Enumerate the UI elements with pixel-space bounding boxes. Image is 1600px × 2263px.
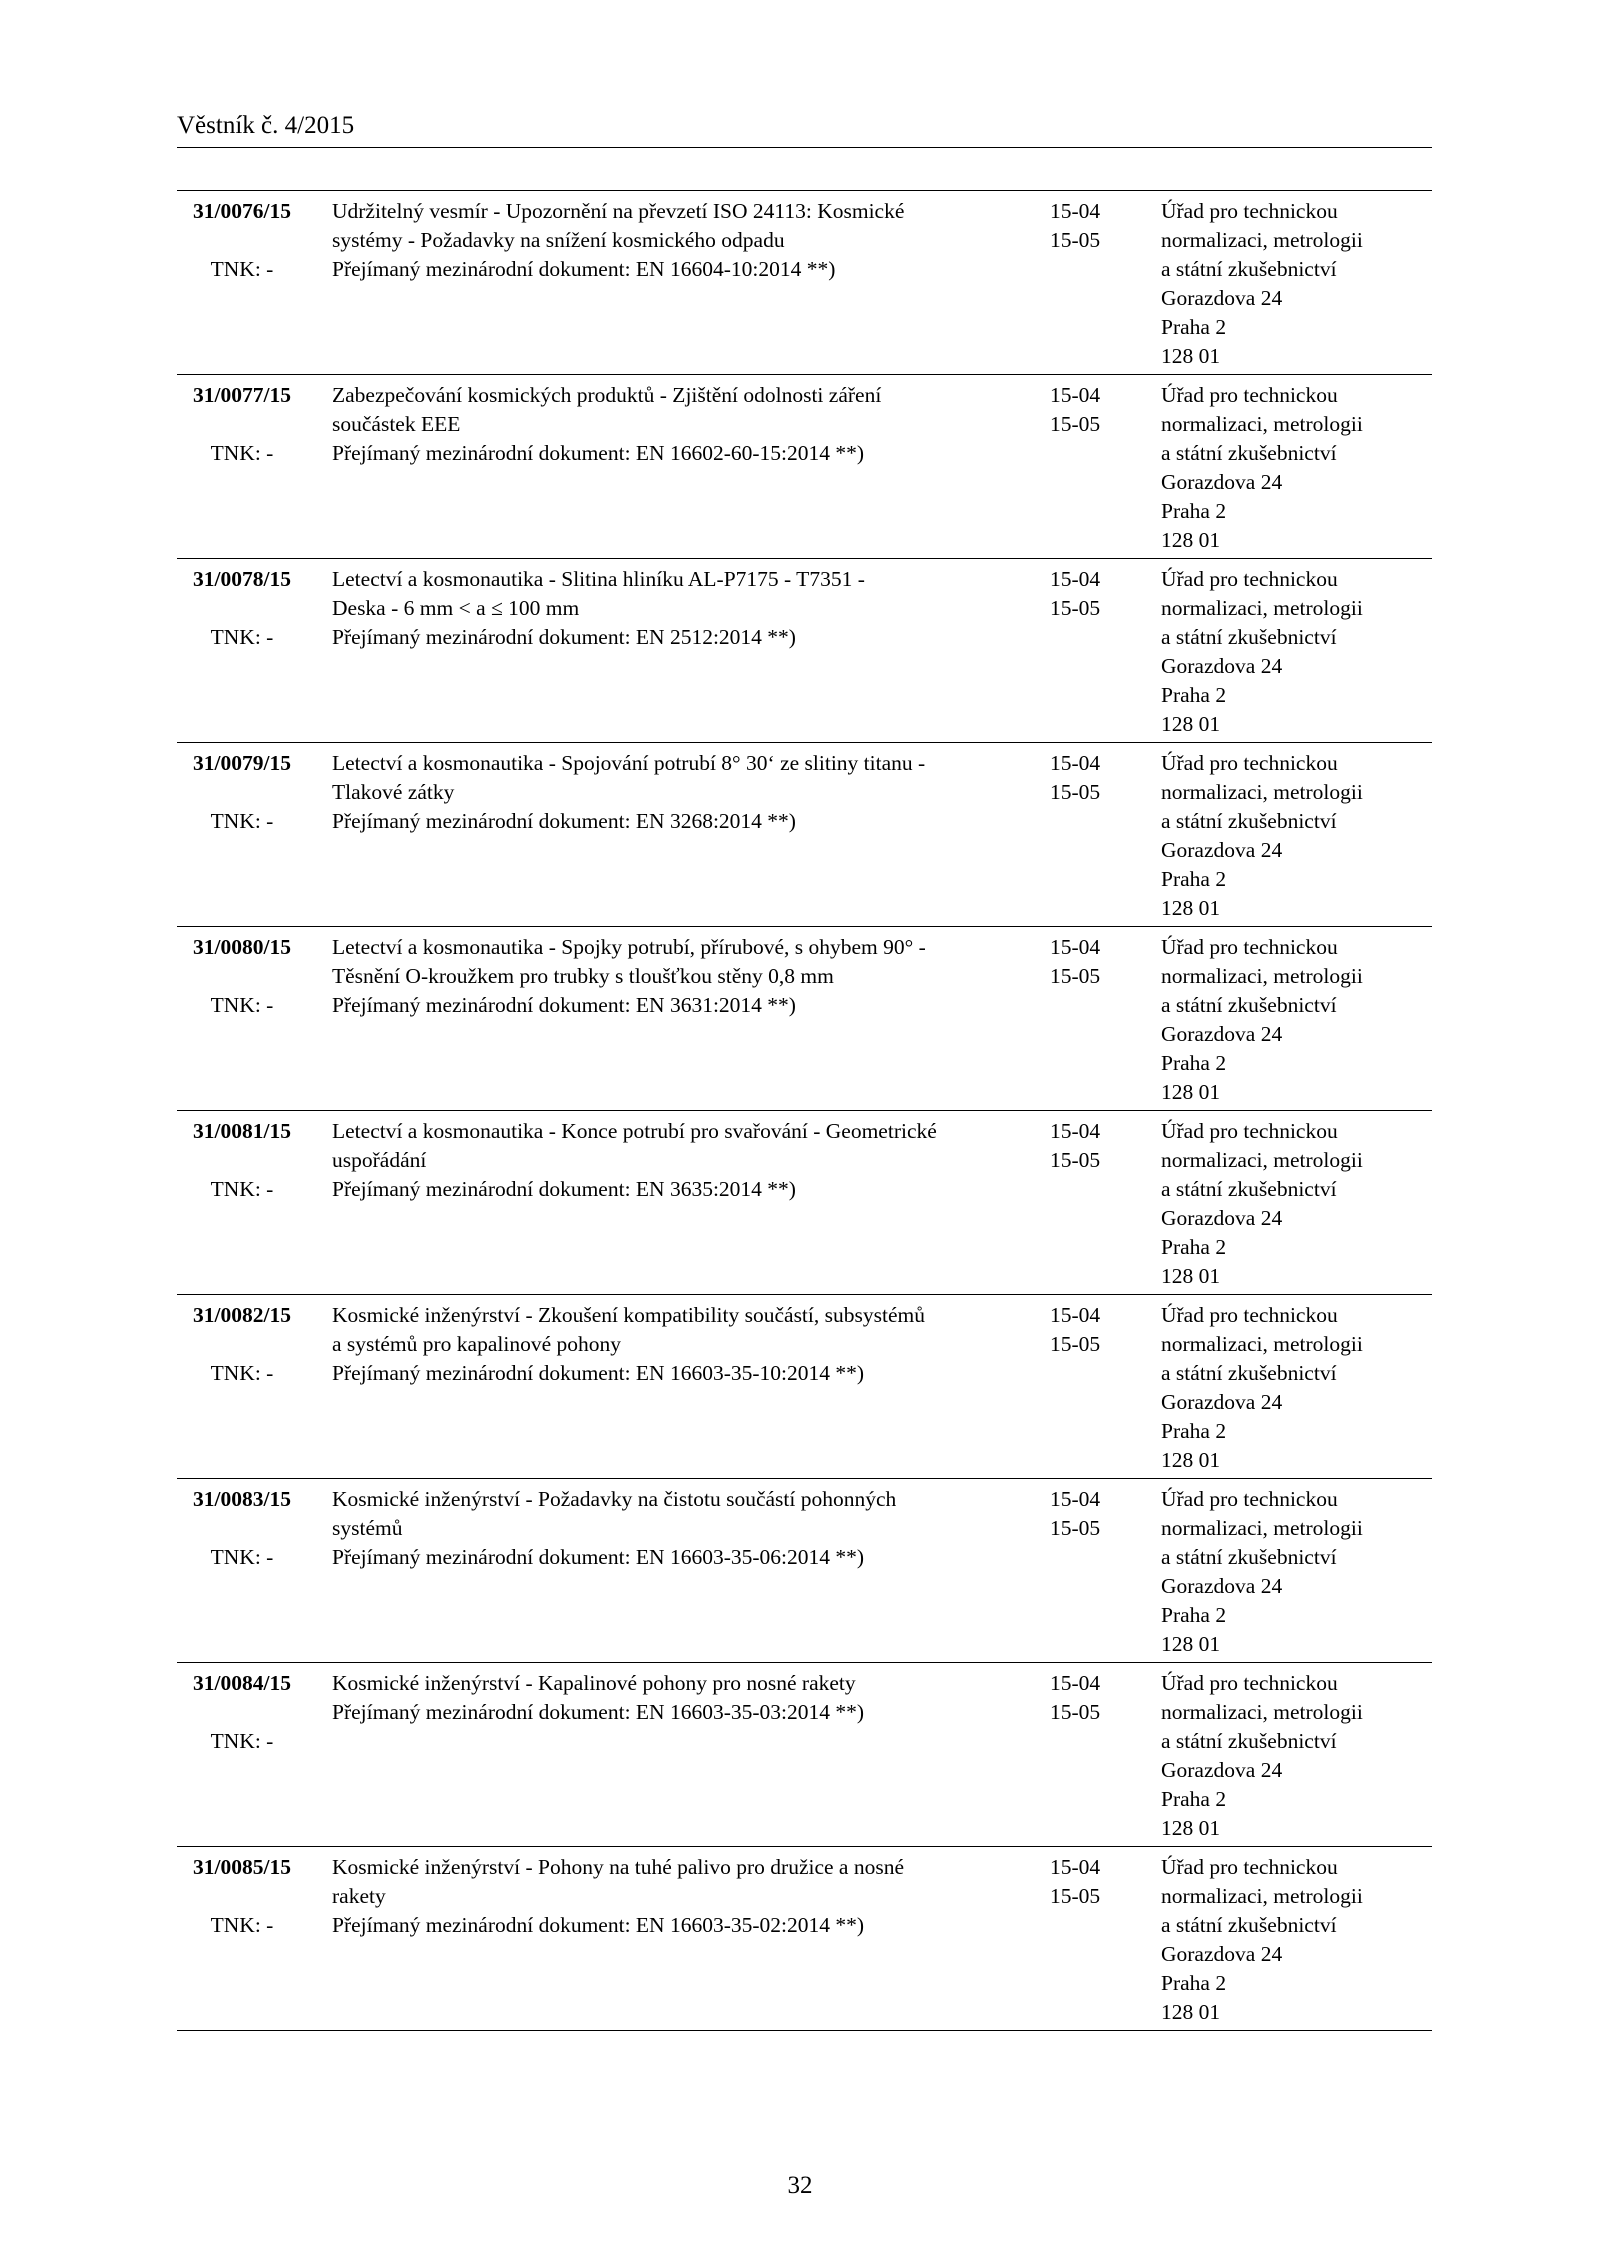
entry-address-line: normalizaci, metrologii	[1161, 780, 1363, 804]
entry-number: 31/0078/15	[193, 567, 291, 591]
entry-address-line: Praha 2	[1161, 315, 1227, 339]
entry-source-document: Přejímaný mezinárodní dokument: EN 3268:2014 **)	[332, 809, 796, 833]
entry-address-line: Gorazdova 24	[1161, 654, 1283, 678]
entry-title-line: Letectví a kosmonautika - Slitina hliníku AL-P7175 - T7351 -	[332, 567, 865, 591]
entry-date: 15-04	[1050, 1487, 1101, 1511]
entry-title-line: Deska - 6 mm < a ≤ 100 mm	[332, 596, 580, 620]
entry-title-line: Těsnění O-kroužkem pro trubky s tloušťkou stěny 0,8 mm	[332, 964, 834, 988]
list-item	[177, 1479, 1432, 1663]
entry-dates-column	[1050, 1117, 1130, 1175]
entry-date: 15-05	[1050, 412, 1101, 436]
entry-tnk: TNK: -	[210, 809, 274, 833]
entry-address-line: a státní zkušebnictví	[1161, 1177, 1337, 1201]
entry-address-line: 128 01	[1161, 1632, 1221, 1656]
entry-date: 15-04	[1050, 1303, 1101, 1327]
list-item	[177, 191, 1432, 375]
entry-title-line: Udržitelný vesmír - Upozornění na převzetí ISO 24113: Kosmické	[332, 199, 905, 223]
entry-title-line: Kosmické inženýrství - Pohony na tuhé palivo pro družice a nosné	[332, 1855, 904, 1879]
entry-dates-column	[1050, 197, 1130, 255]
entry-date: 15-04	[1050, 383, 1101, 407]
entry-date: 15-05	[1050, 1148, 1101, 1172]
entry-address-line: Gorazdova 24	[1161, 838, 1283, 862]
entry-address-line: Praha 2	[1161, 1051, 1227, 1075]
entry-address-line: Praha 2	[1161, 1603, 1227, 1627]
bulletin-title: Věstník č. 4/2015	[177, 112, 355, 139]
entry-address-column	[1161, 1853, 1432, 2027]
entry-number: 31/0077/15	[193, 383, 291, 407]
entry-date: 15-05	[1050, 964, 1101, 988]
entry-tnk: TNK: -	[210, 1913, 274, 1937]
entry-id-column	[177, 749, 307, 836]
entry-address-line: 128 01	[1161, 344, 1221, 368]
entry-address-column	[1161, 1117, 1432, 1291]
entry-source-document: Přejímaný mezinárodní dokument: EN 2512:2014 **)	[332, 625, 796, 649]
entry-address-line: Praha 2	[1161, 1971, 1227, 1995]
entry-address-line: Praha 2	[1161, 867, 1227, 891]
entry-date: 15-05	[1050, 1332, 1101, 1356]
entry-date: 15-04	[1050, 199, 1101, 223]
entry-dates-column	[1050, 381, 1130, 439]
entry-title-line: Letectví a kosmonautika - Spojky potrubí, přírubové, s ohybem 90° -	[332, 935, 926, 959]
entry-title-line: uspořádání	[332, 1148, 427, 1172]
entry-address-line: 128 01	[1161, 1264, 1221, 1288]
entry-id-column	[177, 1853, 307, 1940]
list-item	[177, 559, 1432, 743]
entry-dates-column	[1050, 933, 1130, 991]
list-item	[177, 1663, 1432, 1847]
entry-dates-column	[1050, 1485, 1130, 1543]
entry-id-column	[177, 1485, 307, 1572]
entry-title-line: Tlakové zátky	[332, 780, 455, 804]
entry-address-line: Úřad pro technickou	[1161, 1855, 1338, 1879]
entry-address-line: normalizaci, metrologii	[1161, 1516, 1363, 1540]
entry-address-line: Praha 2	[1161, 1419, 1227, 1443]
entry-address-line: Úřad pro technickou	[1161, 751, 1338, 775]
entry-title-line: a systémů pro kapalinové pohony	[332, 1332, 622, 1356]
entry-id-column	[177, 1117, 307, 1204]
entry-id-column	[177, 1669, 307, 1756]
entry-source-document: Přejímaný mezinárodní dokument: EN 16603-35-02:2014 **)	[332, 1913, 865, 1937]
entry-date: 15-05	[1050, 596, 1101, 620]
entry-id-column	[177, 933, 307, 1020]
entry-number: 31/0082/15	[193, 1303, 291, 1327]
entry-title-column	[332, 197, 1027, 284]
entry-address-line: Gorazdova 24	[1161, 1942, 1283, 1966]
list-item	[177, 743, 1432, 927]
entry-address-line: Gorazdova 24	[1161, 1206, 1283, 1230]
entry-address-line: normalizaci, metrologii	[1161, 1332, 1363, 1356]
entry-address-column	[1161, 749, 1432, 923]
entry-address-line: normalizaci, metrologii	[1161, 1148, 1363, 1172]
entry-tnk: TNK: -	[210, 1545, 274, 1569]
entry-address-line: a státní zkušebnictví	[1161, 441, 1337, 465]
entry-address-line: Praha 2	[1161, 1235, 1227, 1259]
entry-title-line: Kosmické inženýrství - Zkoušení kompatibility součástí, subsystémů	[332, 1303, 925, 1327]
entry-source-document: Přejímaný mezinárodní dokument: EN 3635:2014 **)	[332, 1177, 796, 1201]
entry-address-column	[1161, 1669, 1432, 1843]
entry-id-column	[177, 1301, 307, 1388]
entry-address-line: normalizaci, metrologii	[1161, 1884, 1363, 1908]
entry-date: 15-05	[1050, 1516, 1101, 1540]
entry-address-line: normalizaci, metrologii	[1161, 412, 1363, 436]
entry-tnk: TNK: -	[210, 257, 274, 281]
entry-date: 15-05	[1050, 1700, 1101, 1724]
entry-title-column	[332, 1669, 1027, 1727]
entry-number: 31/0081/15	[193, 1119, 291, 1143]
entry-title-line: Letectví a kosmonautika - Spojování potrubí 8° 30‘ ze slitiny titanu -	[332, 751, 926, 775]
entry-address-line: 128 01	[1161, 896, 1221, 920]
entry-address-line: Úřad pro technickou	[1161, 199, 1338, 223]
entry-address-line: Úřad pro technickou	[1161, 567, 1338, 591]
entry-date: 15-04	[1050, 1671, 1101, 1695]
entry-address-line: 128 01	[1161, 712, 1221, 736]
standards-list	[177, 190, 1432, 2031]
entry-source-document: Přejímaný mezinárodní dokument: EN 3631:2014 **)	[332, 993, 796, 1017]
entry-address-column	[1161, 381, 1432, 555]
entry-date: 15-04	[1050, 751, 1101, 775]
list-item	[177, 1295, 1432, 1479]
entry-source-document: Přejímaný mezinárodní dokument: EN 16603-35-10:2014 **)	[332, 1361, 865, 1385]
entry-address-line: a státní zkušebnictví	[1161, 1913, 1337, 1937]
entry-title-line: systémy - Požadavky na snížení kosmického odpadu	[332, 228, 785, 252]
entry-title-column	[332, 749, 1027, 836]
entry-address-column	[1161, 933, 1432, 1107]
entry-date: 15-04	[1050, 567, 1101, 591]
entry-address-line: normalizaci, metrologii	[1161, 228, 1363, 252]
entry-number: 31/0085/15	[193, 1855, 291, 1879]
entry-date: 15-04	[1050, 935, 1101, 959]
entry-title-line: systémů	[332, 1516, 403, 1540]
entry-address-line: a státní zkušebnictví	[1161, 1729, 1337, 1753]
entry-address-line: Praha 2	[1161, 1787, 1227, 1811]
entry-dates-column	[1050, 565, 1130, 623]
entry-number: 31/0080/15	[193, 935, 291, 959]
entry-address-column	[1161, 1301, 1432, 1475]
entry-id-column	[177, 197, 307, 284]
entry-address-line: 128 01	[1161, 1816, 1221, 1840]
entry-tnk: TNK: -	[210, 1361, 274, 1385]
entry-address-line: Úřad pro technickou	[1161, 1671, 1338, 1695]
entry-title-line: součástek EEE	[332, 412, 461, 436]
entry-date: 15-05	[1050, 780, 1101, 804]
entry-address-line: Gorazdova 24	[1161, 1390, 1283, 1414]
entry-title-line: Kosmické inženýrství - Požadavky na čistotu součástí pohonných	[332, 1487, 897, 1511]
entry-address-column	[1161, 1485, 1432, 1659]
entry-number: 31/0084/15	[193, 1671, 291, 1695]
list-item	[177, 375, 1432, 559]
entry-address-line: a státní zkušebnictví	[1161, 809, 1337, 833]
entry-address-line: normalizaci, metrologii	[1161, 1700, 1363, 1724]
entry-date: 15-04	[1050, 1119, 1101, 1143]
entry-address-line: normalizaci, metrologii	[1161, 964, 1363, 988]
page-number: 32	[787, 2172, 813, 2199]
list-item	[177, 1847, 1432, 2031]
entry-address-line: normalizaci, metrologii	[1161, 596, 1363, 620]
entry-tnk: TNK: -	[210, 1177, 274, 1201]
list-item	[177, 1111, 1432, 1295]
entry-address-line: a státní zkušebnictví	[1161, 1545, 1337, 1569]
entry-address-line: Praha 2	[1161, 683, 1227, 707]
entry-title-line: rakety	[332, 1884, 386, 1908]
entry-address-line: Gorazdova 24	[1161, 1022, 1283, 1046]
entry-address-line: Praha 2	[1161, 499, 1227, 523]
entry-address-line: Gorazdova 24	[1161, 1758, 1283, 1782]
entry-date: 15-05	[1050, 1884, 1101, 1908]
entry-title-line: Zabezpečování kosmických produktů - Zjištění odolnosti záření	[332, 383, 882, 407]
entry-title-column	[332, 1853, 1027, 1940]
entry-date: 15-04	[1050, 1855, 1101, 1879]
entry-address-line: Úřad pro technickou	[1161, 935, 1338, 959]
entry-id-column	[177, 381, 307, 468]
entry-number: 31/0083/15	[193, 1487, 291, 1511]
entry-tnk: TNK: -	[210, 993, 274, 1017]
entry-id-column	[177, 565, 307, 652]
entry-address-line: a státní zkušebnictví	[1161, 1361, 1337, 1385]
entry-source-document: Přejímaný mezinárodní dokument: EN 16604-10:2014 **)	[332, 257, 836, 281]
entry-address-column	[1161, 197, 1432, 371]
entry-tnk: TNK: -	[210, 441, 274, 465]
entry-address-line: Úřad pro technickou	[1161, 1119, 1338, 1143]
entry-address-line: a státní zkušebnictví	[1161, 993, 1337, 1017]
entry-title-column	[332, 565, 1027, 652]
entry-source-document: Přejímaný mezinárodní dokument: EN 16603-35-06:2014 **)	[332, 1545, 865, 1569]
entry-title-line: Letectví a kosmonautika - Konce potrubí pro svařování - Geometrické	[332, 1119, 937, 1143]
entry-title-column	[332, 381, 1027, 468]
entry-title-column	[332, 1485, 1027, 1572]
entry-title-column	[332, 1301, 1027, 1388]
entry-address-column	[1161, 565, 1432, 739]
entry-dates-column	[1050, 749, 1130, 807]
entry-source-document: Přejímaný mezinárodní dokument: EN 16603-35-03:2014 **)	[332, 1700, 865, 1724]
entry-address-line: 128 01	[1161, 1448, 1221, 1472]
entry-number: 31/0079/15	[193, 751, 291, 775]
entry-address-line: Úřad pro technickou	[1161, 1487, 1338, 1511]
entry-address-line: Úřad pro technickou	[1161, 1303, 1338, 1327]
entry-address-line: Gorazdova 24	[1161, 1574, 1283, 1598]
entry-address-line: Úřad pro technickou	[1161, 383, 1338, 407]
entry-date: 15-05	[1050, 228, 1101, 252]
entry-address-line: 128 01	[1161, 1080, 1221, 1104]
entry-address-line: Gorazdova 24	[1161, 286, 1283, 310]
entry-title-column	[332, 933, 1027, 1020]
entry-title-column	[332, 1117, 1027, 1204]
entry-address-line: 128 01	[1161, 2000, 1221, 2024]
entry-tnk: TNK: -	[210, 1729, 274, 1753]
entry-address-line: Gorazdova 24	[1161, 470, 1283, 494]
entry-address-line: a státní zkušebnictví	[1161, 257, 1337, 281]
entry-number: 31/0076/15	[193, 199, 291, 223]
entry-address-line: a státní zkušebnictví	[1161, 625, 1337, 649]
entry-dates-column	[1050, 1301, 1130, 1359]
entry-source-document: Přejímaný mezinárodní dokument: EN 16602-60-15:2014 **)	[332, 441, 865, 465]
entry-dates-column	[1050, 1669, 1130, 1727]
page-header	[177, 111, 1432, 148]
entry-tnk: TNK: -	[210, 625, 274, 649]
entry-address-line: 128 01	[1161, 528, 1221, 552]
entry-title-line: Kosmické inženýrství - Kapalinové pohony pro nosné rakety	[332, 1671, 856, 1695]
list-item	[177, 927, 1432, 1111]
entry-dates-column	[1050, 1853, 1130, 1911]
